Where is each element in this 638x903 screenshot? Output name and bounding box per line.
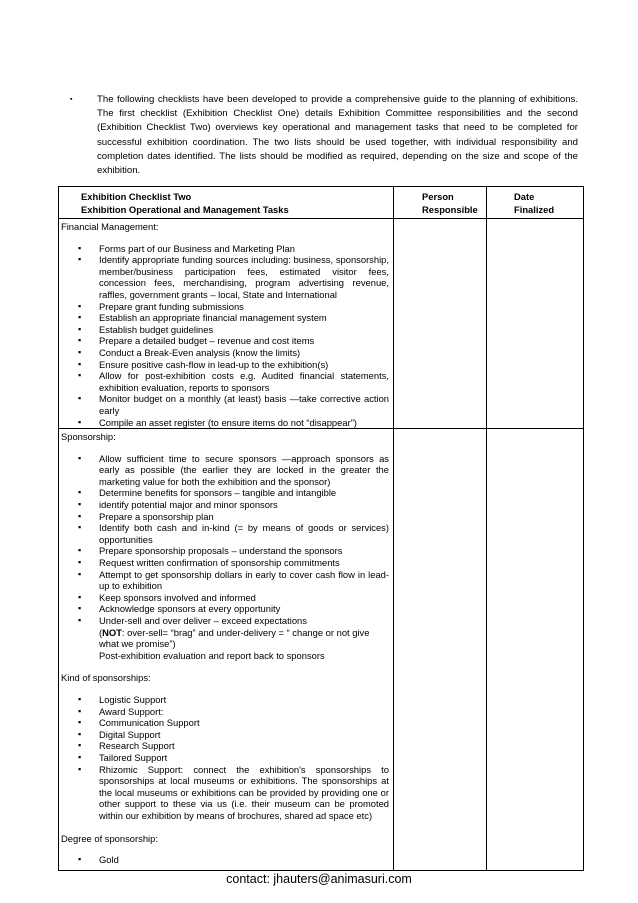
footer-contact: contact: jhauters@animasuri.com xyxy=(226,872,412,886)
list-item: ▪ Rhizomic Support: connect the exhibition's sponsorships to sponsorships at local museums or exhibitions. The sponsorships at the local museums or exhibitions can be provided by providing one or other support to these via us (i.e. their museum can be promoted within our exhibition by means of brochures, shared ad space etc) xyxy=(59,764,393,822)
sponsorship-date-cell[interactable] xyxy=(487,429,584,871)
list-item: ▪ identify potential major and minor sponsors xyxy=(59,499,393,511)
list-item: ▪ Prepare sponsorship proposals – understand the sponsors xyxy=(59,545,393,557)
list-item: ▪ Identify appropriate funding sources including: business, sponsorship, member/business participation fees, estimated visitor fees, concession fees, merchandising, program advertising revenue, raffles, government grants – local, State and International xyxy=(59,254,393,300)
checklist-table xyxy=(58,186,584,871)
header-date-line2: Finalized xyxy=(514,204,555,215)
intro-text: The following checklists have been developed to provide a comprehensive guide to the planning of exhibitions. The first checklist (Exhibition Checklist One) details Exhibition Committee responsibilities and the second (Exhibition Checklist Two) overviews key operational and management tasks that need to be completed for successful exhibition coordination. The two lists should be used together, with individual responsibility and completion dates identified. The lists should be modified as required, depending on the size and scope of the exhibition. xyxy=(97,94,578,177)
list-item: ▪ Identify both cash and in-kind (= by means of goods or services) opportunities xyxy=(59,522,393,545)
list-item: ▪ Conduct a Break-Even analysis (know the limits) xyxy=(59,347,393,359)
list-item: ▪ Allow for post-exhibition costs e.g. Audited financial statements, exhibition evaluation, reports to sponsors xyxy=(59,370,393,393)
sponsorship-row xyxy=(59,429,584,871)
kinds-title: Kind of sponsorships: xyxy=(61,672,151,684)
list-item: ▪ Establish budget guidelines xyxy=(59,324,393,336)
note-bold: NOT xyxy=(102,626,122,638)
financial-cell xyxy=(59,219,394,429)
bullet-icon: ▪ xyxy=(70,96,73,103)
financial-title: Financial Management: xyxy=(61,221,159,232)
list-item: ▪ Compile an asset register (to ensure items do not “disappear”) xyxy=(59,417,393,429)
list-item: ▪ Under-sell and over deliver – exceed expectations xyxy=(59,615,393,627)
degree-list xyxy=(59,854,393,866)
note-rest: : over-sell= “brag” and under-delivery = “ change or not give what we promise”) xyxy=(99,626,370,650)
list-item: ▪ Attempt to get sponsorship dollars in early to cover cash flow in lead-up to exhibition xyxy=(59,569,393,592)
list-item: ▪ Award Support: xyxy=(59,706,393,718)
header-title-line1: Exhibition Checklist Two xyxy=(81,191,192,202)
list-item: ▪ Establish an appropriate financial management system xyxy=(59,312,393,324)
degree-title: Degree of sponsorship: xyxy=(61,832,158,844)
sponsorship-list xyxy=(59,453,393,627)
list-item: ▪ Digital Support xyxy=(59,729,393,741)
list-item: ▪ Request written confirmation of sponsorship commitments xyxy=(59,557,393,569)
table-header-row xyxy=(59,187,584,219)
list-item: ▪ Allow sufficient time to secure sponsors —approach sponsors as early as possible (the earlier they are locked in the greater the marketing value for both the exhibition and the sponsor) xyxy=(59,453,393,488)
note-open-paren: ( xyxy=(99,626,103,638)
header-title-line2: Exhibition Operational and Management Tasks xyxy=(81,204,289,215)
post-exhibition-line: Post-exhibition evaluation and report back to sponsors xyxy=(99,649,325,661)
kinds-list xyxy=(59,694,393,822)
financial-person-cell[interactable] xyxy=(394,219,487,429)
financial-list xyxy=(59,243,393,429)
list-item: ▪ Communication Support xyxy=(59,717,393,729)
list-item: ▪ Acknowledge sponsors at every opportunity xyxy=(59,603,393,615)
list-item: ▪ Prepare a sponsorship plan xyxy=(59,511,393,523)
list-item: ▪ Tailored Support xyxy=(59,752,393,764)
list-item: ▪ Prepare a detailed budget – revenue and cost items xyxy=(59,335,393,347)
header-person-line2: Responsible xyxy=(422,204,478,215)
list-item: ▪ Determine benefits for sponsors – tangible and intangible xyxy=(59,487,393,499)
list-item: ▪ Prepare grant funding submissions xyxy=(59,301,393,313)
header-person xyxy=(394,187,487,219)
header-date-line1: Date xyxy=(514,191,535,202)
list-item: ▪ Logistic Support xyxy=(59,694,393,706)
list-item: ▪ Ensure positive cash-flow in lead-up to the exhibition(s) xyxy=(59,359,393,371)
list-item: ▪ Research Support xyxy=(59,740,393,752)
header-person-line1: Person xyxy=(422,191,454,202)
list-item: ▪ Keep sponsors involved and informed xyxy=(59,592,393,604)
header-task xyxy=(59,187,394,219)
list-item: ▪ Monitor budget on a monthly (at least) basis —take corrective action early xyxy=(59,393,393,416)
sponsorship-person-cell[interactable] xyxy=(394,429,487,871)
list-item: ▪ Forms part of our Business and Marketing Plan xyxy=(59,243,393,255)
financial-row xyxy=(59,219,584,429)
sponsorship-cell xyxy=(59,429,394,871)
header-date xyxy=(487,187,584,219)
sponsorship-title: Sponsorship: xyxy=(61,431,116,443)
list-item: ▪ Gold xyxy=(59,854,393,866)
sponsorship-note xyxy=(59,627,393,650)
financial-date-cell[interactable] xyxy=(487,219,584,429)
intro-paragraph xyxy=(70,93,578,178)
